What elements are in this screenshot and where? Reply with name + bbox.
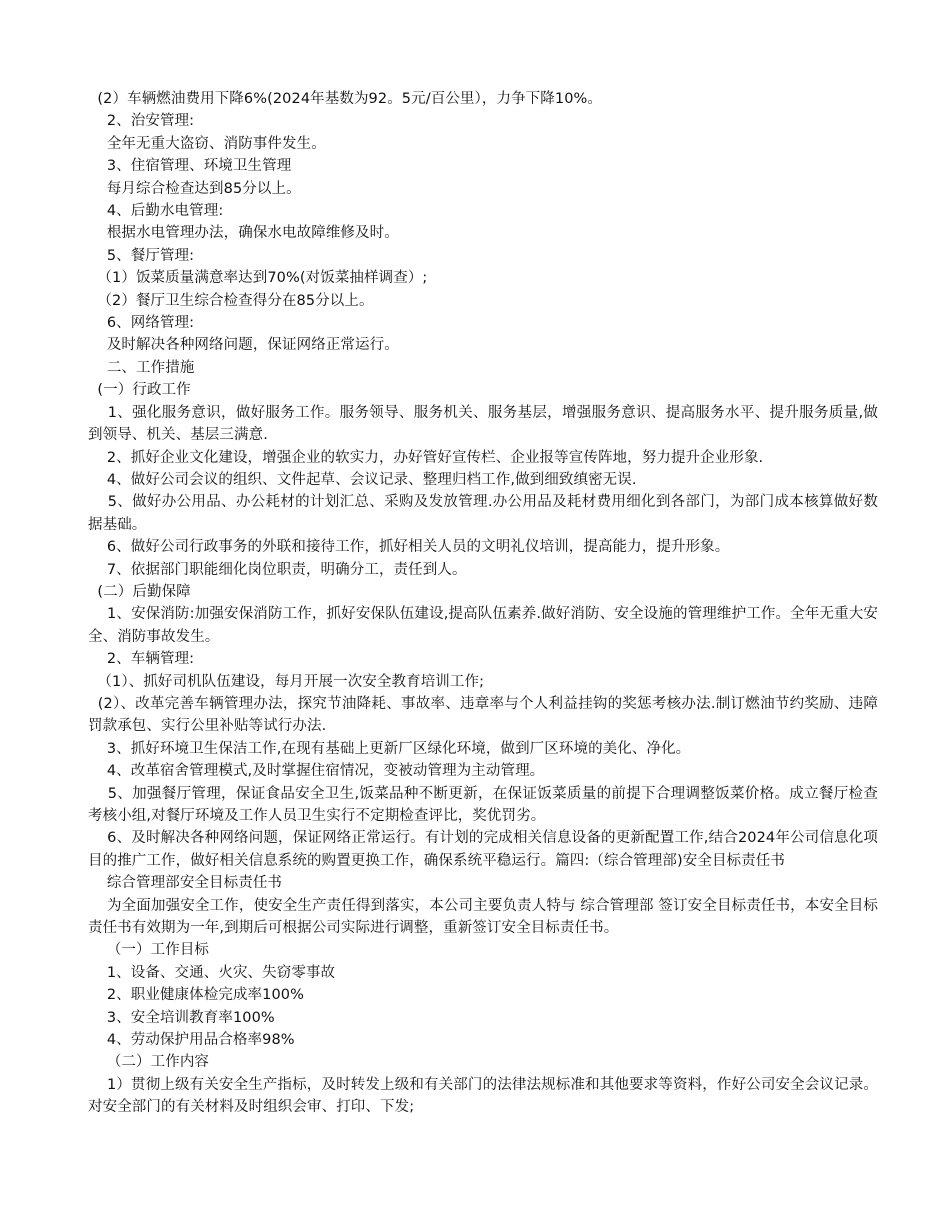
paragraph: 5、加强餐厅管理，保证食品安全卫生,饭菜品种不断更新，在保证饭菜质量的前提下合理调整饭菜价格。成立餐厅检查考核小组,对餐厅环境及工作人员卫生实行不定期检查评比，奖优罚劣。 [88, 785, 878, 824]
text-line: (一）行政工作 [88, 382, 191, 399]
text-line: 二、工作措施 [88, 359, 195, 376]
text-line: 1、设备、交通、火灾、失窃零事故 [88, 964, 336, 981]
text-line: 4、劳动保护用品合格率98% [88, 1032, 295, 1049]
text-line: 4、做好公司会议的组织、文件起草、会议记录、整理归档工作,做到细致缜密无误. [88, 471, 637, 488]
text-line: 7、依据部门职能细化岗位职责，明确分工，责任到人。 [88, 561, 467, 578]
text-line: 每月综合检查达到85分以上。 [88, 180, 301, 197]
text-line: （1）饭菜质量满意率达到70%(对饭菜抽样调查）; [88, 270, 428, 287]
text-line: 2、治安管理: [88, 113, 195, 130]
text-line: 3、安全培训教育率100% [88, 1009, 275, 1026]
text-line: (二）后勤保障 [88, 583, 191, 600]
text-line: 4、改革宿舍管理模式,及时掌握住宿情况，变被动管理为主动管理。 [88, 763, 545, 780]
paragraph: 1、强化服务意识，做好服务工作。服务领导、服务机关、服务基层，增强服务意识、提高服务水平、提升服务质量,做到领导、机关、基层三满意. [88, 404, 878, 444]
text-line: 2、抓好企业文化建设，增强企业的软实力，办好管好宣传栏、企业报等宣传阵地，努力提升企业形象. [88, 449, 764, 466]
text-line: 3、抓好环境卫生保洁工作,在现有基础上更新厂区绿化环境，做到厂区环境的美化、净化。 [88, 740, 691, 757]
text-line: 4、后勤水电管理: [88, 203, 224, 220]
text-line: 6、网络管理: [88, 315, 195, 332]
paragraph: 1）贯彻上级有关安全生产指标，及时转发上级和有关部门的法律法规标准和其他要求等资料，作好公司安全会议记录。对安全部门的有关材料及时组织会审、打印、下发; [88, 1076, 878, 1116]
paragraph: 1、安保消防:加强安保消防工作，抓好安保队伍建设,提高队伍素养.做好消防、安全设施的管理维护工作。全年无重大安全、消防事故发生。 [88, 606, 879, 645]
text-line: （一）工作目标 [88, 942, 210, 959]
text-line: 综合管理部安全目标责任书 [88, 875, 283, 892]
text-line: 根据水电管理办法，确保水电故障维修及时。 [88, 225, 399, 242]
text-line: 6、做好公司行政事务的外联和接待工作，抓好相关人员的文明礼仪培训，提高能力，提升形象。 [88, 539, 730, 556]
paragraph: 5、做好办公用品、办公耗材的计划汇总、采购及发放管理.办公用品及耗材费用细化到各部门，为部门成本核算做好数据基础。 [88, 494, 878, 533]
paragraph: 为全面加强安全工作，使安全生产责任得到落实，本公司主要负责人特与 综合管理部 签订安全目标责任书，本安全目标责任书有效期为一年,到期后可根据公司实际进行调整，重新签订安全目标责任书。 [88, 897, 878, 937]
text-line: （2）餐厅卫生综合检查得分在85分以上。 [88, 292, 374, 309]
text-line: 3、住宿管理、环境卫生管理 [88, 158, 292, 175]
text-line: 全年无重大盗窃、消防事件发生。 [88, 135, 326, 152]
text-line: 2、职业健康体检完成率100% [88, 987, 305, 1004]
text-line: （1）、抓好司机队伍建设，每月开展一次安全教育培训工作; [88, 673, 485, 690]
text-line: 2、车辆管理: [88, 651, 195, 668]
text-line: 5、餐厅管理: [88, 247, 195, 264]
text-line: (2）车辆燃油费用下降6%(2024年基数为92。5元/百公里），力争下降10%。 [88, 91, 602, 107]
text-line: （二）工作内容 [88, 1054, 210, 1071]
text-line: 及时解决各种网络问题，保证网络正常运行。 [88, 337, 399, 354]
paragraph: (2）、改革完善车辆管理办法，探究节油降耗、事故率、违章率与个人利益挂钩的奖惩考核办法.制订燃油节约奖励、违障罚款承包、实行公里补贴等试行办法. [88, 695, 878, 735]
paragraph: 6、及时解决各种网络问题，保证网络正常运行。有计划的完成相关信息设备的更新配置工作,结合2024年公司信息化项目的推广工作，做好相关信息系统的购置更换工作，确保系统平稳运行。篇四:（综合管理部)安全目标责任书 [88, 830, 879, 869]
document-body [88, 88, 878, 1119]
